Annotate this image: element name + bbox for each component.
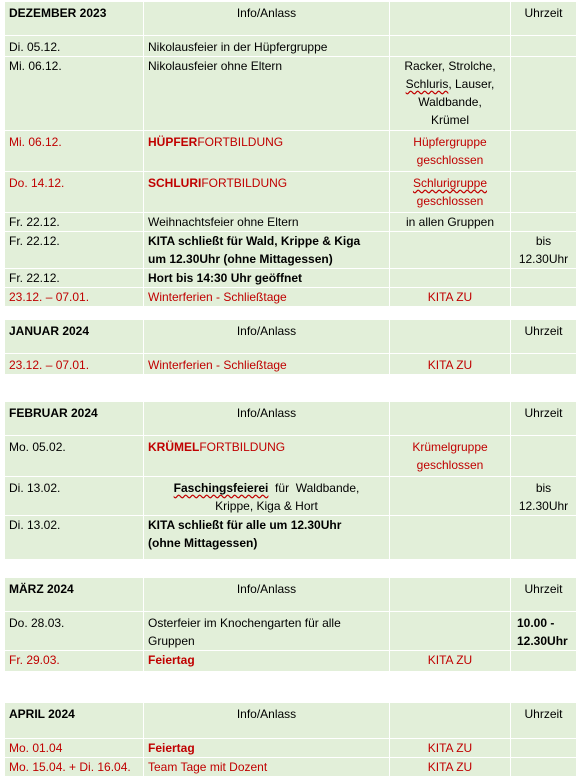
table-header-row [5, 2, 576, 36]
table-row [5, 172, 576, 213]
february-table [4, 401, 576, 560]
date-cell: Fr. 29.03. [5, 651, 144, 672]
info-cell: Nikolausfeier ohne Eltern [144, 57, 390, 131]
group-cell: in allen Gruppen [390, 213, 511, 232]
table-header-row [5, 703, 576, 739]
group-cell: KITA ZU [390, 651, 511, 672]
info-cell: Winterferien - Schließtage [144, 288, 390, 307]
info-cell: Faschingsfeierei für Waldbande, Krippe, Kiga & Hort [144, 477, 390, 516]
date-cell: Fr. 22.12. [5, 232, 144, 269]
date-cell: Mi. 06.12. [5, 131, 144, 172]
table-row [5, 36, 576, 57]
table-row [5, 516, 576, 560]
table-row [5, 612, 576, 651]
month-title: MÄRZ 2024 [9, 582, 74, 596]
table-row [5, 758, 576, 777]
table-row [5, 232, 576, 269]
date-cell: Di. 13.02. [5, 516, 144, 560]
table-row [5, 269, 576, 288]
table-row [5, 739, 576, 758]
table-row [5, 57, 576, 131]
group-cell: KITA ZU [390, 354, 511, 375]
info-cell: SCHLURIFORTBILDUNG [144, 172, 390, 213]
info-header: Info/Anlass [144, 2, 390, 36]
info-cell: Nikolausfeier in der Hüpfergruppe [144, 36, 390, 57]
table-row [5, 354, 576, 375]
date-cell: Do. 28.03. [5, 612, 144, 651]
time-cell: bis 12.30Uhr [511, 477, 576, 516]
time-header: Uhrzeit [511, 703, 576, 739]
group-cell: Hüpfergruppe geschlossen [390, 131, 511, 172]
info-cell: Feiertag [144, 651, 390, 672]
time-cell: 10.00 - 12.30Uhr [511, 612, 576, 651]
january-table [4, 319, 576, 375]
info-cell: Weihnachtsfeier ohne Eltern [144, 213, 390, 232]
date-cell: Di. 05.12. [5, 36, 144, 57]
table-header-row [5, 402, 576, 436]
info-cell: KRÜMELFORTBILDUNG [144, 436, 390, 477]
april-table [4, 702, 576, 777]
section-april [4, 702, 576, 777]
month-title: APRIL 2024 [9, 707, 75, 721]
table-header-row [5, 320, 576, 354]
date-cell: Fr. 22.12. [5, 213, 144, 232]
december-table [4, 1, 576, 307]
time-header: Uhrzeit [511, 402, 576, 436]
month-title: FEBRUAR 2024 [9, 406, 98, 420]
time-header: Uhrzeit [511, 578, 576, 612]
info-header: Info/Anlass [144, 703, 390, 739]
info-cell: HÜPFERFORTBILDUNG [144, 131, 390, 172]
section-december [4, 1, 576, 307]
time-header: Uhrzeit [511, 320, 576, 354]
info-header: Info/Anlass [144, 402, 390, 436]
table-row [5, 477, 576, 516]
info-cell: Hort bis 14:30 Uhr geöffnet [144, 269, 390, 288]
group-cell: KITA ZU [390, 288, 511, 307]
date-cell: Fr. 22.12. [5, 269, 144, 288]
info-cell: Osterfeier im Knochengarten für alle Gruppen [144, 612, 390, 651]
time-header: Uhrzeit [511, 2, 576, 36]
info-cell: Winterferien - Schließtage [144, 354, 390, 375]
date-cell: 23.12. – 07.01. [5, 354, 144, 375]
time-cell: bis 12.30Uhr [511, 232, 576, 269]
table-row [5, 213, 576, 232]
date-cell: Mo. 01.04 [5, 739, 144, 758]
section-february [4, 401, 576, 560]
march-table [4, 577, 576, 672]
group-cell: KITA ZU [390, 739, 511, 758]
date-cell: 23.12. – 07.01. [5, 288, 144, 307]
table-row [5, 436, 576, 477]
info-cell: Team Tage mit Dozent [144, 758, 390, 777]
group-cell: Schlurigruppe geschlossen [390, 172, 511, 213]
date-cell: Di. 13.02. [5, 477, 144, 516]
month-title: DEZEMBER 2023 [9, 6, 107, 20]
table-row [5, 288, 576, 307]
group-cell: KITA ZU [390, 758, 511, 777]
group-cell: Krümelgruppe geschlossen [390, 436, 511, 477]
info-header: Info/Anlass [144, 320, 390, 354]
info-cell: KITA schließt für alle um 12.30Uhr (ohne Mittagessen) [144, 516, 390, 560]
date-cell: Mo. 15.04. + Di. 16.04. [5, 758, 144, 777]
section-march [4, 577, 576, 672]
info-cell: Feiertag [144, 739, 390, 758]
date-cell: Mi. 06.12. [5, 57, 144, 131]
info-cell: KITA schließt für Wald, Krippe & Kiga um 12.30Uhr (ohne Mittagessen) [144, 232, 390, 269]
month-title: JANUAR 2024 [9, 324, 90, 338]
info-header: Info/Anlass [144, 578, 390, 612]
date-cell: Do. 14.12. [5, 172, 144, 213]
table-header-row [5, 578, 576, 612]
table-row [5, 651, 576, 672]
table-row [5, 131, 576, 172]
group-cell: Racker, Strolche, Schluris, Lauser, Waldbande, Krümel [390, 57, 511, 131]
date-cell: Mo. 05.02. [5, 436, 144, 477]
section-january [4, 319, 576, 375]
